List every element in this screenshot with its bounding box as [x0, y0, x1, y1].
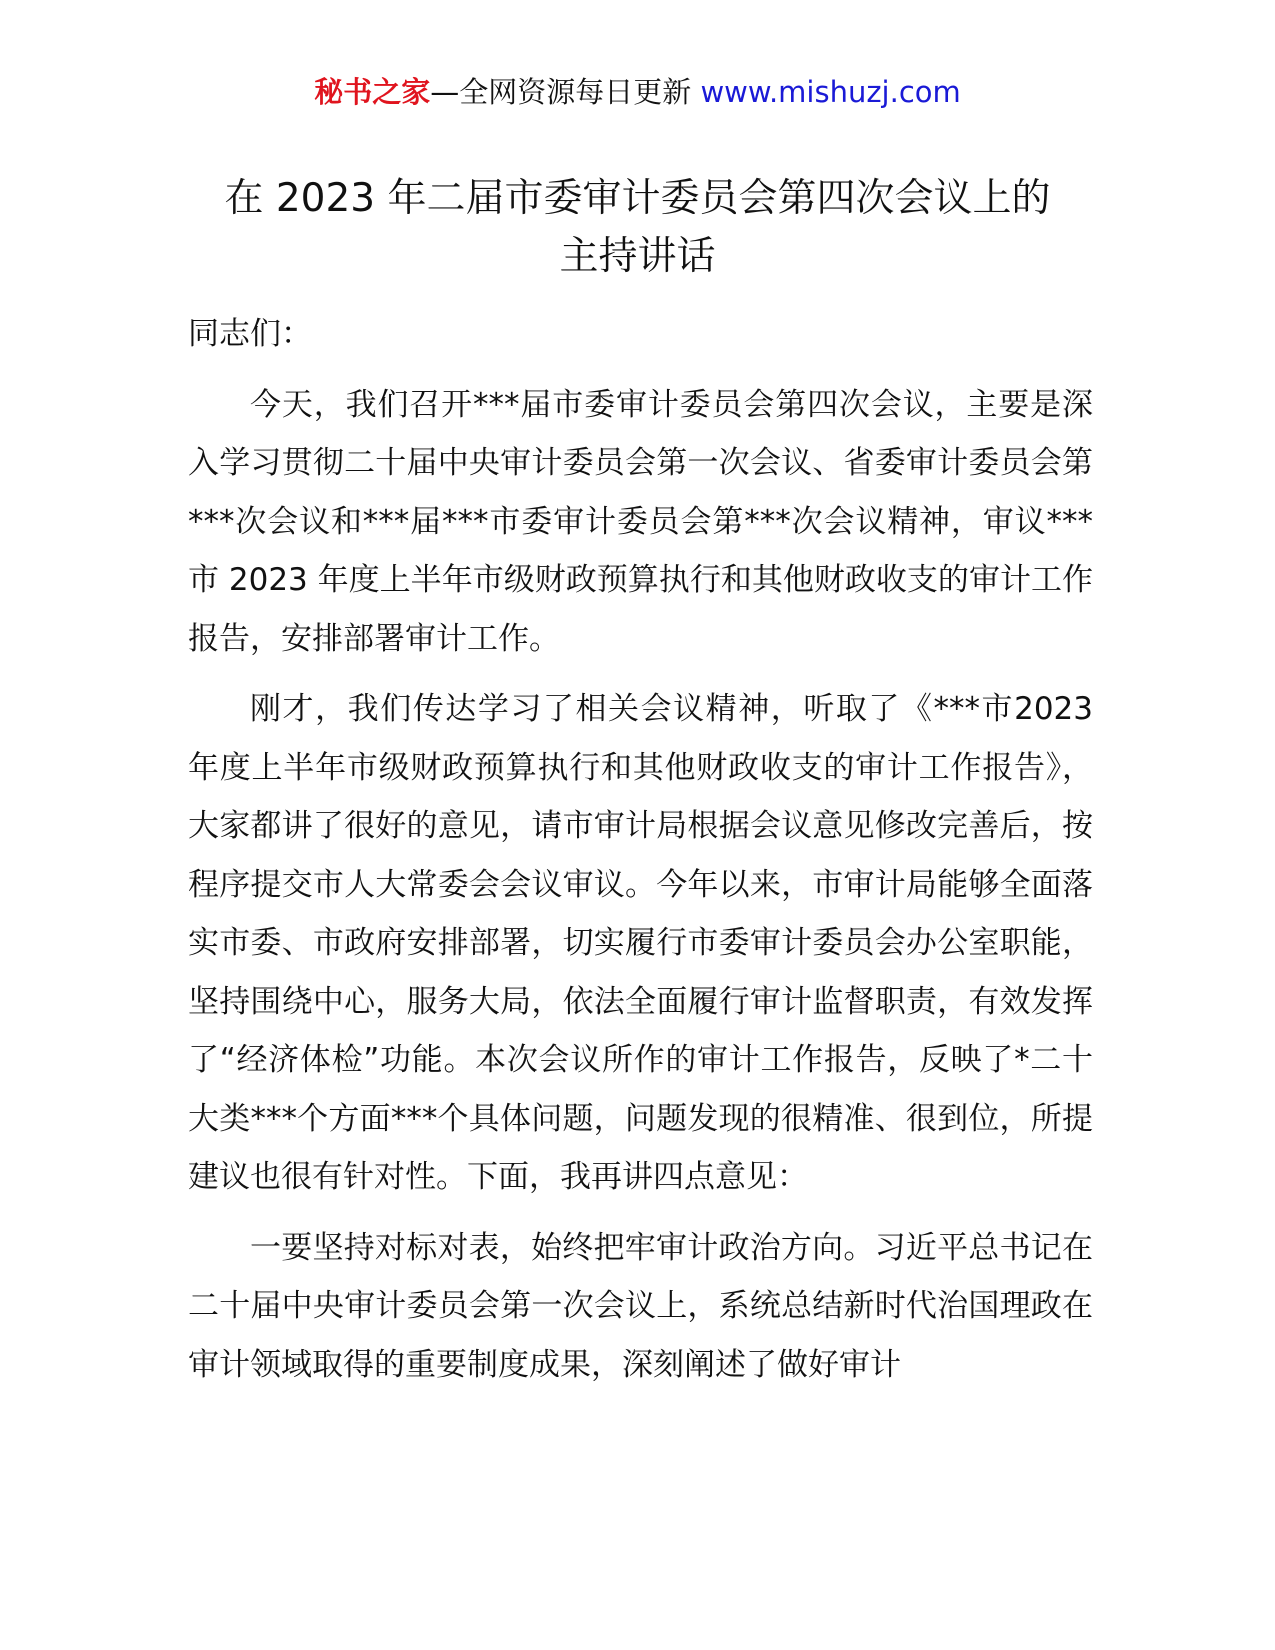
- site-brand: 秘书之家: [314, 75, 431, 109]
- title-line-1: 在 2023 年二届市委审计委员会第四次会议上的: [224, 176, 1051, 221]
- paragraph-2: 刚才，我们传达学习了相关会议精神，听取了《***市2023 年度上半年市级财政预算执行和其他财政收支的审计工作报告》，大家都讲了很好的意见，请市审计局根据会议意见修改完善后，按程序提交市人大常委会会议审议。今年以来，市审计局能够全面落实市委、市政府安排部署，切实履行市委审计委员会办公室职能，坚持围绕中心，服务大局，依法全面履行审计监督职责，有效发挥了“经济体检”功能。本次会议所作的审计工作报告，反映了*二十大类***个方面***个具体问题，问题发现的很精准、很到位，所提建议也很有针对性。下面，我再讲四点意见：: [188, 691, 1093, 1195]
- greeting: 同志们：: [188, 316, 312, 352]
- site-header: [0, 72, 1275, 112]
- paragraph-1: 今天，我们召开***届市委审计委员会第四次会议，主要是深入学习贯彻二十届中央审计委员会第一次会议、省委审计委员会第***次会议和***届***市委审计委员会第***次会议精神，审议***市 2023 年度上半年市级财政预算执行和其他财政收支的审计工作报告，安排部署审计工作。: [188, 386, 1093, 657]
- document-body: [188, 305, 1093, 1406]
- title-line-2: 主持讲话: [559, 234, 716, 279]
- site-url-link[interactable]: www.mishuzj.com: [700, 75, 961, 109]
- paragraph-3: 一要坚持对标对表，始终把牢审计政治方向。习近平总书记在二十届中央审计委员会第一次会议上，系统总结新时代治国理政在审计领域取得的重要制度成果，深刻阐述了做好审计: [188, 1229, 1093, 1383]
- header-tagline: 全网资源每日更新: [459, 75, 692, 109]
- header-separator: —: [430, 75, 460, 109]
- document-title: [150, 170, 1125, 286]
